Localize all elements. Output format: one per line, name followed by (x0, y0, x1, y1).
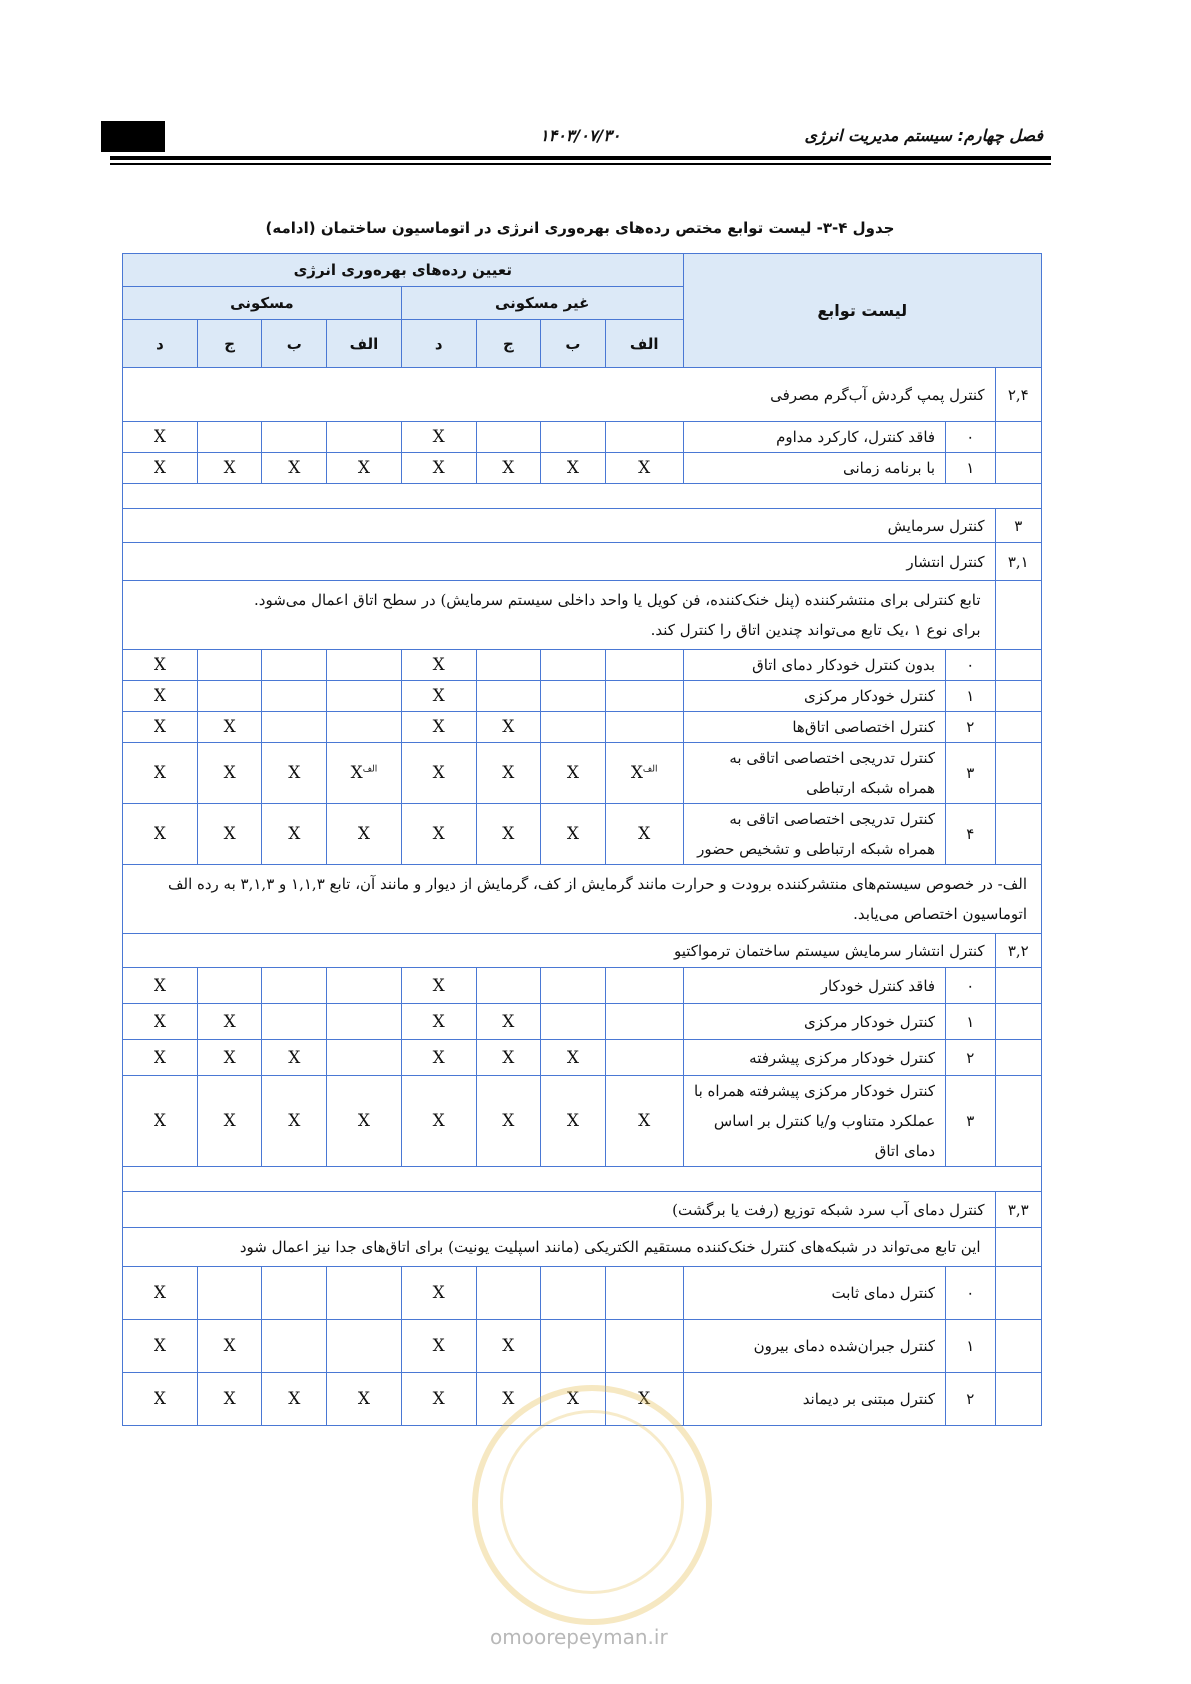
non-residential-cell (401, 804, 476, 865)
x-mark: X (432, 717, 445, 737)
x-mark: X (432, 427, 445, 447)
residential-cell (123, 804, 198, 865)
non-residential-cell (541, 968, 606, 1004)
non-residential-cell (605, 712, 683, 743)
x-mark: X (153, 1283, 166, 1303)
residential-cell (197, 1320, 262, 1373)
grade-header: ب (262, 320, 327, 368)
table-row (123, 804, 1042, 865)
x-mark: X (432, 1336, 445, 1356)
x-mark: X (223, 763, 236, 783)
table-row (123, 1076, 1042, 1167)
residential-cell (197, 1004, 262, 1040)
residential-cell (123, 743, 198, 804)
non-residential-cell (476, 681, 541, 712)
x-mark: X (357, 458, 370, 478)
function-name: فاقد کنترل، کارکرد مداوم (683, 422, 946, 453)
residential-cell (327, 1076, 402, 1167)
x-mark: X (432, 824, 445, 844)
grade-header: ج (476, 320, 541, 368)
non-residential-cell (541, 804, 606, 865)
residential-cell (327, 1267, 402, 1320)
residential-cell (327, 650, 402, 681)
non-residential-cell (476, 650, 541, 681)
residential-cell (262, 1076, 327, 1167)
x-mark: X (153, 1047, 166, 1068)
table-row (123, 422, 1042, 453)
residential-cell (123, 650, 198, 681)
residential-cell (262, 650, 327, 681)
non-residential-cell (541, 650, 606, 681)
non-residential-cell (476, 968, 541, 1004)
row-number: ۰ (946, 968, 995, 1004)
non-residential-cell (541, 712, 606, 743)
spacer-row (123, 484, 1042, 509)
row-number: ۱ (946, 1004, 995, 1040)
non-residential-header: غیر مسکونی (401, 287, 683, 320)
x-mark: X (432, 686, 445, 706)
residential-cell (262, 1373, 327, 1426)
non-residential-cell (401, 1267, 476, 1320)
non-residential-cell (605, 422, 683, 453)
non-residential-cell (541, 743, 606, 804)
grade-header: د (401, 320, 476, 368)
non-residential-cell (401, 650, 476, 681)
x-mark: X (432, 458, 445, 478)
non-residential-cell (401, 453, 476, 484)
x-mark: X (223, 717, 236, 737)
residential-cell (262, 681, 327, 712)
residential-cell (123, 1373, 198, 1426)
x-mark: X (153, 458, 166, 478)
x-mark: X (288, 1389, 301, 1409)
section-title: کنترل انتشار سرمایش سیستم ساختمان ترمواکتیو (123, 934, 996, 968)
residential-cell (197, 968, 262, 1004)
row-number: ۱ (946, 453, 995, 484)
section-number: ۳ (995, 509, 1041, 543)
function-name: بدون کنترل خودکار دمای اتاق (683, 650, 946, 681)
x-mark: X (223, 1336, 236, 1356)
section-row (123, 1192, 1042, 1228)
residential-cell (262, 453, 327, 484)
section-row (123, 934, 1042, 968)
residential-cell (123, 681, 198, 712)
function-name: کنترل خودکار مرکزی پیشرفته (683, 1040, 946, 1076)
non-residential-cell (541, 1040, 606, 1076)
non-residential-cell (401, 1040, 476, 1076)
residential-cell (262, 1320, 327, 1373)
non-residential-cell (401, 1320, 476, 1373)
non-residential-cell (401, 1076, 476, 1167)
x-mark: X (432, 1011, 445, 1032)
section-title: کنترل سرمایش (123, 509, 996, 543)
function-name: کنترل خودکار مرکزی (683, 1004, 946, 1040)
non-residential-cell (476, 712, 541, 743)
grade-header: د (123, 320, 198, 368)
x-mark: X (357, 824, 370, 844)
non-residential-cell (476, 422, 541, 453)
grade-header: الف (327, 320, 402, 368)
function-name: کنترل اختصاصی اتاق‌ها (683, 712, 946, 743)
row-number: ۴ (946, 804, 995, 865)
x-mark: X (288, 763, 301, 783)
description-row (123, 1228, 1042, 1267)
x-mark: X (153, 1111, 166, 1131)
residential-cell (123, 422, 198, 453)
residential-cell (262, 968, 327, 1004)
non-residential-cell (541, 453, 606, 484)
residential-cell (262, 743, 327, 804)
residential-cell (123, 712, 198, 743)
function-name: کنترل دمای ثابت (683, 1267, 946, 1320)
x-mark: X (153, 975, 166, 996)
x-mark: X (502, 1011, 515, 1032)
watermark-text: omoorepeyman.ir (490, 1625, 668, 1649)
residential-cell (197, 804, 262, 865)
function-name: کنترل جبران‌شده دمای بیرون (683, 1320, 946, 1373)
x-mark: X (357, 1111, 370, 1131)
functions-header: لیست توابع (683, 254, 1041, 368)
x-mark: X (223, 1389, 236, 1409)
section-description: این تابع می‌تواند در شبکه‌های کنترل خنک‌کننده مستقیم الکتریکی (مانند اسپلیت یونیت) برای اتاق‌های جدا نیز اعمال شود (123, 1228, 996, 1267)
spacer-row (123, 1167, 1042, 1192)
non-residential-cell (605, 1076, 683, 1167)
table-row (123, 1320, 1042, 1373)
residential-cell (123, 453, 198, 484)
x-mark: X (638, 458, 651, 478)
function-name: کنترل خودکار مرکزی پیشرفته همراه با عملکرد متناوب و/یا کنترل بر اساس دمای اتاق (683, 1076, 946, 1167)
row-number: ۱ (946, 1320, 995, 1373)
non-residential-cell (476, 804, 541, 865)
section-number: ۳,۲ (995, 934, 1041, 968)
x-mark: X (432, 975, 445, 996)
grade-header: ج (197, 320, 262, 368)
x-mark: X (502, 824, 515, 844)
section-row (123, 368, 1042, 422)
description-row (123, 581, 1042, 650)
x-mark: X (153, 1336, 166, 1356)
x-mark: X (223, 1111, 236, 1131)
x-mark: X (566, 763, 580, 783)
non-residential-cell (401, 1004, 476, 1040)
non-residential-cell (401, 968, 476, 1004)
x-mark: X (432, 1283, 445, 1303)
table-row (123, 1040, 1042, 1076)
x-mark: X (638, 1389, 651, 1409)
x-mark: X (223, 1011, 236, 1032)
residential-cell (197, 1040, 262, 1076)
section-title: کنترل دمای آب سرد شبکه توزیع (رفت یا برگشت) (123, 1192, 996, 1228)
footnote-mark: الف (642, 764, 658, 775)
row-number: ۰ (946, 650, 995, 681)
x-mark: X (432, 1111, 445, 1131)
row-number: ۰ (946, 1267, 995, 1320)
x-mark: X (223, 1047, 236, 1068)
residential-cell (262, 1267, 327, 1320)
x-mark: X (432, 1047, 445, 1068)
residential-cell (123, 1076, 198, 1167)
x-mark: X (502, 1336, 515, 1356)
table-row (123, 681, 1042, 712)
residential-cell (262, 804, 327, 865)
footnote-row (123, 865, 1042, 934)
residential-cell (197, 1076, 262, 1167)
watermark-seal-inner (500, 1410, 684, 1594)
residential-cell (327, 712, 402, 743)
section-title: کنترل انتشار (123, 543, 996, 581)
chapter-title: فصل چهارم: سیستم مدیریت انرژی (804, 126, 1043, 145)
row-number: ۱ (946, 681, 995, 712)
residential-cell (262, 1040, 327, 1076)
residential-cell (327, 422, 402, 453)
function-name: کنترل تدریجی اختصاصی اتاقی به همراه شبکه ارتباطی و تشخیص حضور (683, 804, 946, 865)
x-mark: X (153, 655, 166, 675)
non-residential-cell (541, 1076, 606, 1167)
residential-cell (197, 1267, 262, 1320)
header-rule-thick (110, 156, 1051, 160)
function-name: کنترل مبتنی بر دیماند (683, 1373, 946, 1426)
section-description: تابع کنترلی برای منتشرکننده (پنل خنک‌کننده، فن کویل یا واحد داخلی سیستم سرمایش) در سطح اتاق اعمال می‌شود. برای نوع ۱ ،یک تابع می‌تواند چندین اتاق را کنترل کند. (123, 581, 996, 650)
row-number: ۲ (946, 1040, 995, 1076)
table-row (123, 743, 1042, 804)
row-number: ۳ (946, 743, 995, 804)
function-name: فاقد کنترل خودکار (683, 968, 946, 1004)
table-row (123, 968, 1042, 1004)
x-mark: X (153, 1011, 166, 1032)
row-number: ۲ (946, 1373, 995, 1426)
x-mark: X (566, 1047, 580, 1068)
residential-cell (327, 1004, 402, 1040)
residential-cell (327, 743, 402, 804)
x-mark: X (566, 1389, 580, 1409)
non-residential-cell (401, 422, 476, 453)
residential-cell (197, 650, 262, 681)
x-mark: X (288, 1047, 301, 1068)
footnote-mark: الف (362, 764, 378, 775)
residential-cell (197, 681, 262, 712)
row-number: ۲ (946, 712, 995, 743)
non-residential-cell (476, 453, 541, 484)
row-number: ۰ (946, 422, 995, 453)
grade-header: الف (605, 320, 683, 368)
non-residential-cell (605, 453, 683, 484)
x-mark: X (502, 1389, 515, 1409)
x-mark: X (153, 427, 166, 447)
non-residential-cell (605, 1267, 683, 1320)
x-mark: X (502, 763, 515, 783)
non-residential-cell (541, 1267, 606, 1320)
x-mark: X (288, 458, 301, 478)
residential-cell (123, 1320, 198, 1373)
x-mark: X (566, 824, 580, 844)
table-row (123, 650, 1042, 681)
function-name: کنترل تدریجی اختصاصی اتاقی به همراه شبکه ارتباطی (683, 743, 946, 804)
energy-class-table (122, 253, 1042, 1426)
x-mark: X (288, 1111, 301, 1131)
residential-cell (327, 453, 402, 484)
table-caption: جدول ۴-۳- لیست توابع مختص رده‌های بهره‌وری انرژی در اتوماسیون ساختمان (ادامه) (265, 219, 895, 237)
residential-cell (327, 681, 402, 712)
x-mark: X (432, 1389, 445, 1409)
residential-cell (123, 968, 198, 1004)
x-mark: X (357, 1389, 370, 1409)
x-mark: X (502, 717, 515, 737)
non-residential-cell (401, 743, 476, 804)
non-residential-cell (605, 1004, 683, 1040)
function-name: کنترل خودکار مرکزی (683, 681, 946, 712)
x-mark: X (223, 458, 236, 478)
x-mark: X (350, 763, 363, 783)
x-mark: X (153, 824, 166, 844)
residential-cell (327, 804, 402, 865)
non-residential-cell (401, 681, 476, 712)
section-title: کنترل پمپ گردش آب‌گرم مصرفی (123, 368, 996, 422)
header-black-box (101, 121, 165, 152)
residential-cell (123, 1040, 198, 1076)
table-row (123, 712, 1042, 743)
section-row (123, 509, 1042, 543)
table-row (123, 1267, 1042, 1320)
header-date: ۱۴۰۳/۰۷/۳۰ (540, 126, 621, 145)
x-mark: X (566, 1111, 580, 1131)
row-number: ۳ (946, 1076, 995, 1167)
non-residential-cell (541, 1320, 606, 1373)
residential-cell (197, 712, 262, 743)
residential-cell (262, 712, 327, 743)
non-residential-cell (605, 1040, 683, 1076)
x-mark: X (153, 686, 166, 706)
residential-cell (327, 1320, 402, 1373)
residential-cell (197, 1373, 262, 1426)
residential-cell (123, 1004, 198, 1040)
classes-header: تعیین رده‌های بهره‌وری انرژی (123, 254, 684, 287)
non-residential-cell (605, 804, 683, 865)
x-mark: X (630, 763, 643, 783)
non-residential-cell (401, 712, 476, 743)
residential-cell (327, 1373, 402, 1426)
non-residential-cell (476, 1004, 541, 1040)
function-name: با برنامه زمانی (683, 453, 946, 484)
residential-cell (262, 1004, 327, 1040)
x-mark: X (153, 717, 166, 737)
grade-header: ب (541, 320, 606, 368)
x-mark: X (153, 1389, 166, 1409)
x-mark: X (638, 1111, 651, 1131)
non-residential-cell (476, 743, 541, 804)
non-residential-cell (476, 1320, 541, 1373)
x-mark: X (153, 763, 166, 783)
non-residential-cell (541, 422, 606, 453)
x-mark: X (638, 824, 651, 844)
non-residential-cell (605, 1320, 683, 1373)
residential-cell (197, 743, 262, 804)
table-row (123, 453, 1042, 484)
non-residential-cell (605, 681, 683, 712)
header-rule-thin (110, 163, 1051, 165)
x-mark: X (288, 824, 301, 844)
x-mark: X (502, 1111, 515, 1131)
non-residential-cell (476, 1076, 541, 1167)
non-residential-cell (605, 968, 683, 1004)
section-number: ۲,۴ (995, 368, 1041, 422)
table-row (123, 1004, 1042, 1040)
footnote-text: الف- در خصوص سیستم‌های منتشرکننده برودت و حرارت مانند گرمایش از کف، گرمایش از دیوار و مانند آن، تابع ۱,۱,۳ و ۳,۱,۳ به رده الف اتوماسیون اختصاص می‌یابد. (123, 865, 1042, 934)
section-row (123, 543, 1042, 581)
section-number: ۳,۱ (995, 543, 1041, 581)
residential-cell (327, 1040, 402, 1076)
non-residential-cell (476, 1267, 541, 1320)
x-mark: X (502, 458, 515, 478)
residential-cell (123, 1267, 198, 1320)
non-residential-cell (605, 650, 683, 681)
x-mark: X (432, 763, 445, 783)
non-residential-cell (541, 1004, 606, 1040)
non-residential-cell (476, 1040, 541, 1076)
non-residential-cell (605, 743, 683, 804)
x-mark: X (223, 824, 236, 844)
non-residential-cell (401, 1373, 476, 1426)
residential-cell (197, 422, 262, 453)
x-mark: X (432, 655, 445, 675)
residential-cell (197, 453, 262, 484)
x-mark: X (566, 458, 580, 478)
residential-header: مسکونی (123, 287, 402, 320)
residential-cell (327, 968, 402, 1004)
section-number: ۳,۳ (995, 1192, 1041, 1228)
residential-cell (262, 422, 327, 453)
x-mark: X (502, 1047, 515, 1068)
non-residential-cell (541, 681, 606, 712)
